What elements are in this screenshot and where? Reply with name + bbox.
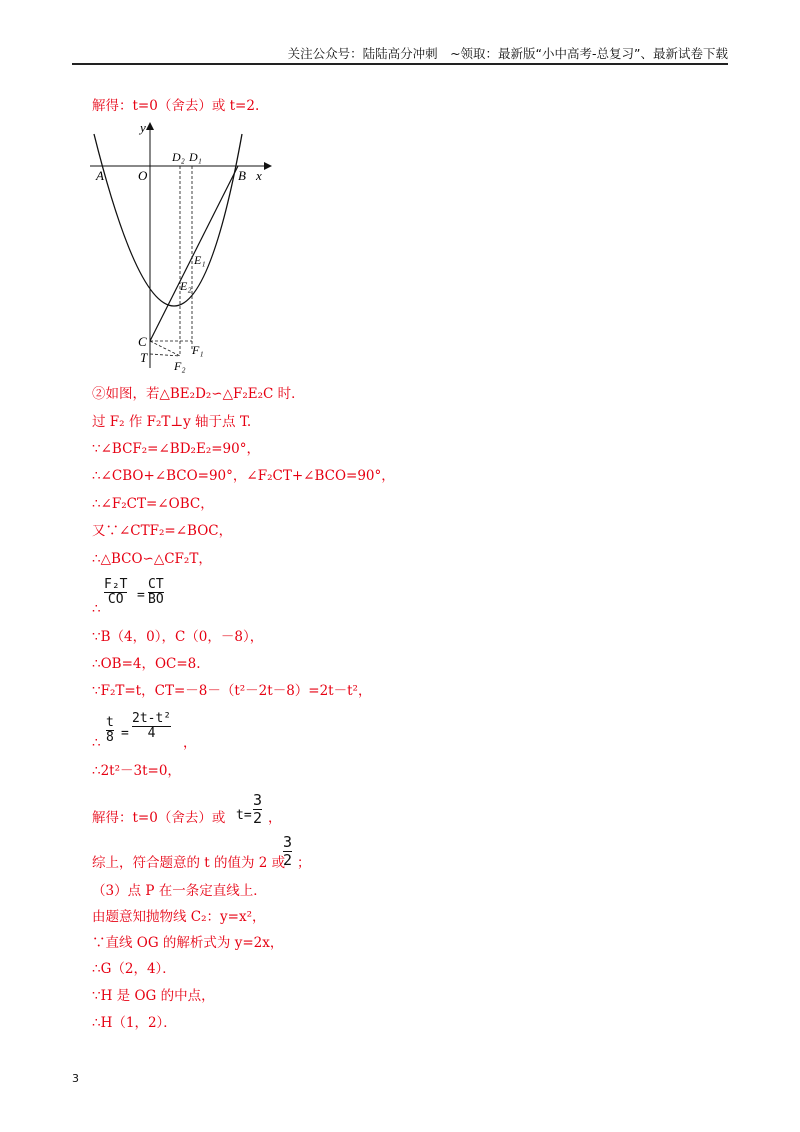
text-line-9: ∴ — [92, 601, 101, 617]
label-t: T — [140, 350, 148, 365]
text-line-15-comma: ， — [268, 810, 282, 826]
label-o: O — [138, 168, 148, 183]
text-line-11: ∴OB=4，OC=8. — [92, 656, 201, 672]
text-line-12: ∵F₂T=t，CT=－8－（t²－2t－8）=2t－t²， — [92, 683, 372, 699]
text-line-16: 综上，符合题意的 t 的值为 2 或 — [92, 855, 286, 871]
formula-fraction-2: $\frac{CT}{BO}$ — [148, 577, 164, 607]
label-f1: F₁ — [192, 343, 204, 357]
text-line-1: 解得：t=0（舍去）或 t=2. — [92, 98, 260, 114]
label-c: C — [138, 334, 147, 349]
y-axis-arrow — [146, 122, 154, 130]
formula-equals-2: = — [121, 726, 129, 741]
x-axis-arrow — [264, 162, 272, 170]
text-line-20: ∴G（2，4）． — [92, 961, 176, 977]
formula-fraction-3: $\frac{t}{8}$ — [106, 715, 114, 745]
text-line-10: ∵B（4，0），C（0，－8）， — [92, 629, 264, 645]
label-a: A — [96, 168, 104, 183]
text-line-8: ∴△BCO∽△CF₂T， — [92, 551, 212, 567]
label-f2: F₂ — [174, 359, 186, 373]
formula-fraction-5: $\frac{3}{2}$ — [253, 791, 263, 827]
label-y: y — [140, 120, 146, 135]
formula-equals-1: = — [137, 588, 145, 603]
text-line-14: ∴2t²－3t=0， — [92, 763, 181, 779]
text-line-18: 由题意知抛物线 C₂：y=x²， — [92, 909, 266, 925]
formula-fraction-6: $\frac{3}{2}$ — [283, 833, 293, 869]
text-line-15: 解得：t=0（舍去）或 — [92, 810, 226, 826]
dashed-cf2 — [150, 341, 180, 356]
header-rule — [72, 63, 728, 65]
label-d2: D₂ — [172, 150, 185, 164]
text-line-13: ∴ — [92, 735, 101, 751]
text-line-19: ∵直线 OG 的解析式为 y=2x， — [92, 935, 284, 951]
page-header: 关注公众号：陆陆高分冲刺 ~领取：最新版“小中高考-总复习”、最新试卷下载 — [287, 46, 728, 61]
text-line-5: ∴∠CBO+∠BCO=90°，∠F₂CT+∠BCO=90°， — [92, 468, 395, 484]
dashed-tf2 — [150, 354, 180, 356]
text-line-17: （3）点 P 在一条定直线上． — [92, 883, 267, 899]
parabola-curve — [94, 134, 242, 306]
text-line-7: 又∵∠CTF₂=∠BOC， — [92, 523, 233, 539]
formula-t-equals: t= — [236, 808, 252, 823]
formula-fraction-1: $\frac{\text{F₂T}}{CO}$ — [104, 577, 128, 607]
text-line-3: 过 F₂ 作 F₂T⊥y 轴于点 T. — [92, 414, 252, 430]
label-x: x — [256, 168, 262, 183]
page-number: 3 — [72, 1072, 79, 1085]
parabola-figure — [88, 118, 288, 378]
label-e1: E₁ — [194, 253, 206, 267]
text-line-6: ∴∠F₂CT=∠OBC， — [92, 496, 214, 512]
text-line-13-comma: ， — [183, 735, 197, 751]
text-line-4: ∵∠BCF₂=∠BD₂E₂=90°， — [92, 441, 260, 457]
label-e2: E₂ — [180, 279, 192, 293]
formula-fraction-4: $\frac{\text{2t-t²}}{4}$ — [132, 711, 172, 741]
label-d1: D₁ — [189, 150, 202, 164]
text-line-2: ②如图，若△BE₂D₂∽△F₂E₂C 时． — [92, 386, 305, 402]
text-line-21: ∵H 是 OG 的中点， — [92, 988, 215, 1004]
text-line-16-semicolon: ； — [297, 855, 311, 871]
text-line-22: ∴H（1，2）． — [92, 1015, 177, 1031]
label-b: B — [238, 168, 246, 183]
